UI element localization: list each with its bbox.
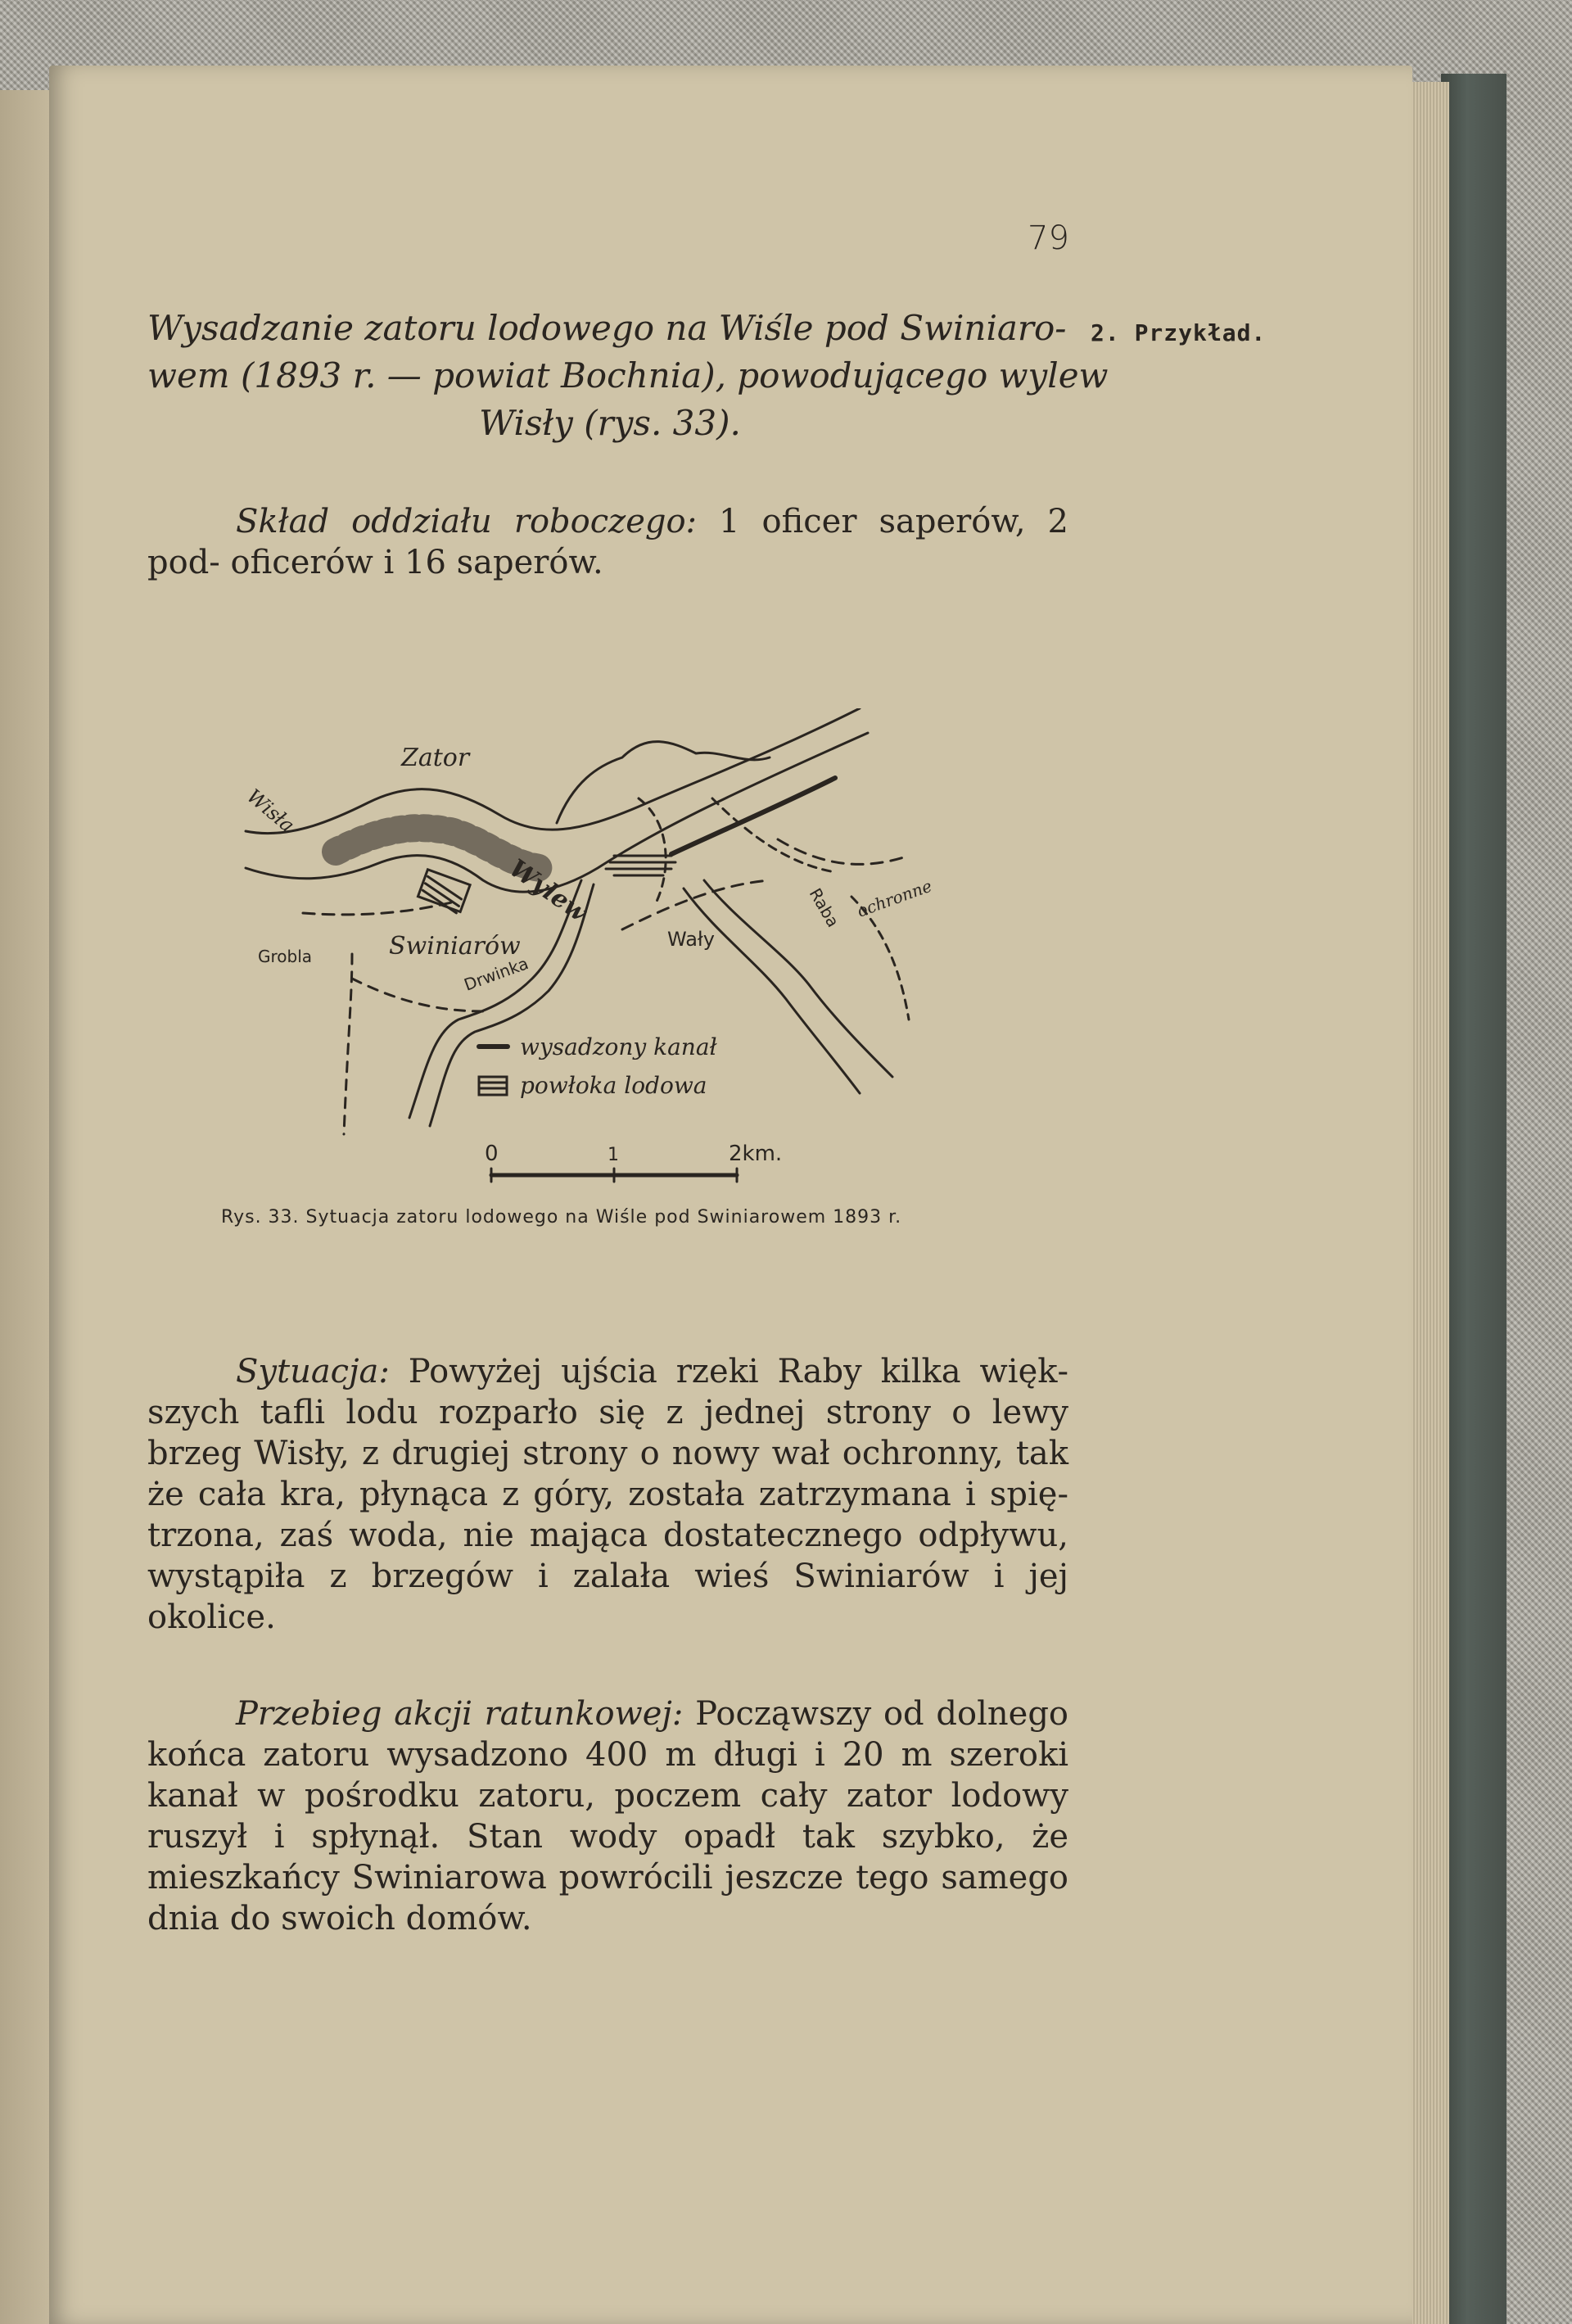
flood-outline [557, 742, 770, 823]
map-label-raba: Raba [805, 884, 843, 931]
map-label-drwinka: Drwinka [461, 953, 531, 995]
embankment-dashed [344, 954, 352, 1134]
title-line: wem (1893 r. — powiat Bochnia), powodującego wylew [147, 355, 1109, 396]
legend-ice-symbol [479, 1077, 507, 1095]
map-label-ochronne: ochronne [854, 875, 935, 921]
river-bank-south [246, 733, 868, 892]
paragraph-przebieg [147, 1693, 1068, 1939]
river-bank-north [246, 708, 860, 834]
margin-note: 2. Przykład. [1091, 319, 1267, 346]
scale-tick-2: 2km. [729, 1142, 783, 1166]
map-label-wisla: Wisła [242, 784, 299, 838]
figure-caption: Rys. 33. Sytuacja zatoru lodowego na Wiśle pod Swiniarowem 1893 r. [221, 1207, 902, 1228]
map-label-grobla: Grobla [258, 947, 313, 966]
map-label-wylew: Wylew [504, 853, 592, 928]
map-figure [213, 708, 1015, 1191]
scale-tick-1: 1 [608, 1145, 619, 1165]
page-edges [1408, 82, 1449, 2324]
legend-ice-label: powłoka lodowa [520, 1072, 707, 1099]
paragraph-label: Sytuacja: [236, 1353, 390, 1390]
map-label-waly: Wały [667, 928, 715, 951]
map-label-zator: Zator [401, 744, 470, 772]
embankment-dashed [639, 798, 666, 905]
cover-board [1441, 74, 1506, 2324]
ice-jam-band [336, 828, 540, 868]
paragraph-text: Począwszy od dolnego końca zatoru wysadzono 400 m długi i 20 m szeroki kanał w pośrodku zatoru, poczem cały zator lodowy ruszył i spłynął. Stan wody opadł tak szybko, że mieszkańcy Swiniarowa powrócili jeszcze tego samego dnia do swoich domów. [147, 1695, 1069, 1937]
scale-tick-0: 0 [485, 1142, 499, 1166]
section-title [147, 305, 1109, 447]
page-number: 79 [1028, 219, 1069, 257]
paragraph-text: 1 oficer saperów, 2 pod‐ oficerów i 16 saperów. [147, 503, 1068, 581]
ice-jam-map [213, 708, 1015, 1191]
map-label-swiniarow: Swiniarów [389, 932, 521, 961]
blasted-canal [671, 778, 835, 854]
legend-canal-label: wysadzony kanał [520, 1033, 717, 1060]
title-line: Wysadzanie zatoru lodowego na Wiśle pod Swiniaro‐ [147, 308, 1067, 348]
paragraph-text: Powyżej ujścia rzeki Raby kilka więk‐ szych tafli lodu rozparło się z jednej strony o lewy brzeg Wisły, z drugiej strony o nowy wał ochronny, tak że cała kra, płynąca z góry, została zatrzymana i spię‐ trzona, zaś woda, nie mająca dostatecznego odpływu, wystąpiła z brzegów i zalała wieś Swiniarów i jej okolice. [147, 1353, 1068, 1636]
title-line: Wisły (rys. 33). [479, 403, 741, 443]
paragraph-label: Skład oddziału roboczego: [236, 503, 698, 540]
paragraph-label: Przebieg akcji ratunkowej: [236, 1695, 684, 1733]
paragraph-sytuacja [147, 1351, 1068, 1638]
paragraph-sklad [147, 501, 1068, 583]
